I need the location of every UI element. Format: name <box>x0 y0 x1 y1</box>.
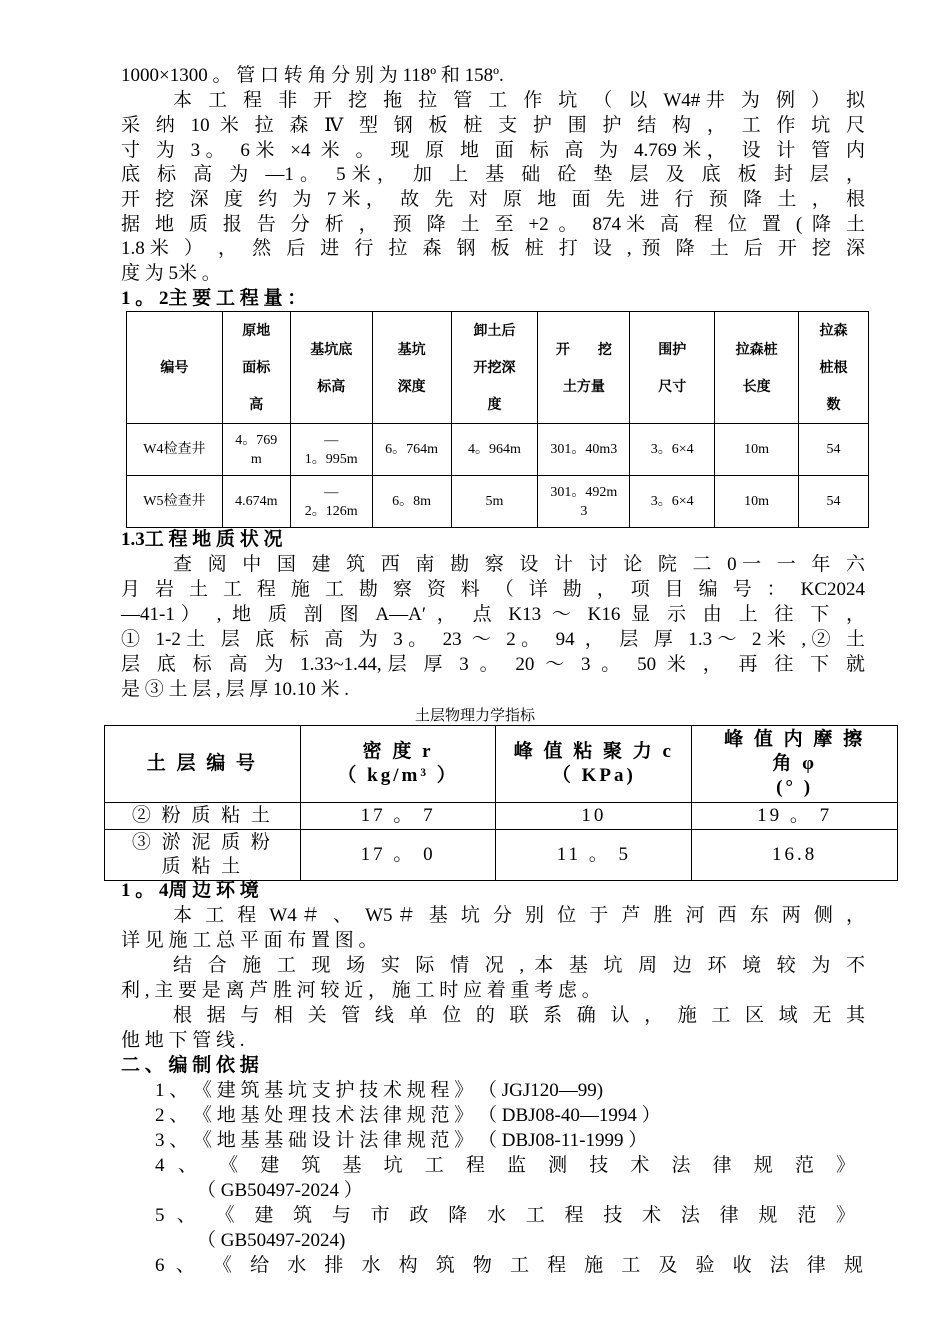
reference-item: 2 、 《 地 基 处 理 技 术 法 律 规 范 》 （ DBJ08-40—1994 ） <box>155 1105 661 1126</box>
table-cell <box>105 803 301 830</box>
table-cell <box>692 803 898 830</box>
cell-text: 峰 值 粘 聚 力 c <box>513 741 674 762</box>
cell-text: 开 挖 <box>555 340 612 357</box>
table-header-row <box>105 726 898 803</box>
paragraph-line: —41-1） , 地 质 剖 图 A—A′ ， 点 K13 ～ K16 显 示 由 上 往 下 ， <box>121 604 865 625</box>
paragraph-line: 月 岩 土 工 程 施 工 勘 察 资 料 （ 详 勘 ， 项 目 编 号 ： KC2024 <box>121 579 865 600</box>
paragraph-line: 他 地 下 管 线 . <box>121 1030 245 1051</box>
column-header <box>105 726 301 803</box>
table-cell <box>290 476 372 528</box>
reference-item: 5 、 《 建 筑 与 市 政 降 水 工 程 技 术 法 律 规 范 》 <box>155 1205 855 1226</box>
table-cell <box>300 803 496 830</box>
paragraph-line: 底 标 高 为 —1。 5米， 加 上 基 础 砼 垫 层 及 底 板 封 层 ， <box>121 164 865 185</box>
table-header-row <box>127 312 869 424</box>
table-cell <box>538 424 630 476</box>
cell-text: 土方量 <box>562 377 605 394</box>
table-cell <box>692 830 898 881</box>
reference-item: 3 、 《 地 基 基 础 设 计 法 律 规 范 》 （ DBJ08-11-1999 ） <box>155 1130 648 1151</box>
cell-text: 拉森桩 <box>735 340 778 357</box>
cell-text: 编号 <box>160 359 189 375</box>
cell-text: 基坑底 <box>310 340 353 357</box>
cell-text: W5检查井 <box>143 494 206 509</box>
cell-text: 10m <box>744 442 770 457</box>
table-cell <box>290 424 372 476</box>
cell-text: 54 <box>826 442 841 457</box>
column-header <box>715 312 799 424</box>
cell-text: 54 <box>826 494 841 509</box>
table-cell <box>372 424 451 476</box>
cell-text: 角 φ <box>772 753 817 774</box>
section-heading: 二 、 编 制 依 据 <box>121 1055 259 1076</box>
column-header <box>451 312 538 424</box>
table-cell <box>127 476 223 528</box>
column-header <box>290 312 372 424</box>
paragraph-line: 开 挖 深 度 约 为 7米， 故 先 对 原 地 面 先 进 行 预 降 土 ， 根 <box>121 189 865 210</box>
quantities-table <box>126 311 869 528</box>
paragraph-line: 寸 为 3。 6米 ×4 米 。 现 原 地 面 标 高 为 4.769米， 设 计 管 内 <box>121 140 865 161</box>
cell-text: 原地 <box>242 322 271 338</box>
column-header <box>127 312 223 424</box>
reference-item: 1 、 《 建 筑 基 坑 支 护 技 术 规 程 》 （ JGJ120—99) <box>155 1080 604 1101</box>
column-header <box>538 312 630 424</box>
cell-text: W4检查井 <box>143 442 206 457</box>
cell-text: 基坑 <box>397 340 426 357</box>
table-cell <box>222 424 290 476</box>
cell-text: （ KPa) <box>551 765 636 786</box>
cell-text: 301。40m3 <box>550 442 618 457</box>
cell-text: 16.8 <box>771 844 818 865</box>
paragraph-line: 结 合 施 工 现 场 实 际 情 况 , 本 基 坑 周 边 环 境 较 为 不 <box>173 955 865 976</box>
cell-text: 6。764m <box>385 442 439 457</box>
paragraph-line: 根 据 与 相 关 管 线 单 位 的 联 系 确 认 ， 施 工 区 域 无 其 <box>173 1005 865 1026</box>
cell-text: 1。995m <box>304 451 358 467</box>
cell-text: 标高 <box>317 377 346 394</box>
paragraph-line: 据 地 质 报 告 分 析 ， 预 降 土 至 +2 。 874米 高 程 位 置 ( 降 土 <box>121 214 865 235</box>
cell-text: 数 <box>826 396 841 412</box>
cell-text: 10 <box>581 805 607 826</box>
cell-text: 3 <box>580 503 588 519</box>
cell-text: 5m <box>485 494 504 509</box>
table-row <box>127 476 869 528</box>
column-header <box>372 312 451 424</box>
cell-text: 深度 <box>397 377 426 394</box>
table-cell <box>222 476 290 528</box>
paragraph-line: 详 见 施 工 总 平 面 布 置 图 。 <box>121 930 378 951</box>
cell-text: — <box>324 484 339 500</box>
column-header <box>222 312 290 424</box>
cell-text: 17 。 0 <box>360 844 436 865</box>
cell-text: 峰 值 内 摩 擦 <box>724 729 866 750</box>
reference-item: 6 、 《 给 水 排 水 构 筑 物 工 程 施 工 及 验 收 法 律 规 <box>155 1255 863 1276</box>
paragraph-line: 1.8米 ） ， 然 后 进 行 拉 森 钢 板 桩 打 设 , 预 降 土 后 开 挖 深 <box>121 238 865 259</box>
table-cell <box>496 803 692 830</box>
cell-text: 质 粘 土 <box>161 856 244 877</box>
table-cell <box>127 424 223 476</box>
cell-text: m <box>250 451 262 467</box>
column-header <box>300 726 496 803</box>
table-row <box>127 424 869 476</box>
paragraph-line: 本 工 程 非 开 挖 拖 拉 管 工 作 坑 （ 以 W4#井 为 例 ） 拟 <box>173 90 865 111</box>
paragraph-line: ① 1-2土 层 底 标 高 为 3。 23 ～ 2。 94 ， 层 厚 1.3～ 2米 ,② 土 <box>121 629 865 650</box>
column-header <box>630 312 715 424</box>
table-row <box>105 803 898 830</box>
table-cell <box>496 830 692 881</box>
soil-properties-table <box>104 725 898 881</box>
cell-text: 10m <box>744 494 770 509</box>
section-heading: 1.3工 程 地 质 状 况 <box>121 529 283 550</box>
cell-text: 密 度 r <box>362 741 434 762</box>
table-cell <box>372 476 451 528</box>
cell-text: 高 <box>249 396 264 412</box>
cell-text: 11 。 5 <box>556 844 631 865</box>
paragraph-line: 查 阅 中 国 建 筑 西 南 勘 察 设 计 讨 论 院 二 0一 一 年 六 <box>173 554 865 575</box>
column-header <box>496 726 692 803</box>
table-cell <box>715 476 799 528</box>
cell-text: 面标 <box>242 359 271 375</box>
table-cell <box>451 476 538 528</box>
column-header <box>799 312 869 424</box>
cell-text: 拉森 <box>819 322 848 338</box>
paragraph-line: 层 底 标 高 为 1.33~1.44,层 厚 3 。 20 ～ 3 。 50 米 ， 再 往 下 就 <box>121 654 865 675</box>
table-cell <box>105 830 301 881</box>
reference-item: 4 、 《 建 筑 基 坑 工 程 监 测 技 术 法 律 规 范 》 <box>155 1155 855 1176</box>
reference-item-continued: （ GB50497-2024 ） <box>197 1180 363 1201</box>
table-caption: 土层物理力学指标 <box>414 708 535 724</box>
table-cell <box>300 830 496 881</box>
cell-text: （ kg/m³ ） <box>337 765 459 786</box>
table-cell <box>451 424 538 476</box>
cell-text: 土 层 编 号 <box>146 753 258 774</box>
cell-text: 桩根 <box>819 359 848 375</box>
paragraph-line: 本 工 程 W4＃ 、 W5＃ 基 坑 分 别 位 于 芦 胜 河 西 东 两 侧 ， <box>173 905 865 926</box>
cell-text: ③ 淤 泥 质 粉 <box>131 832 273 853</box>
paragraph-line: 1000×1300 。 管 口 转 角 分 别 为 118º 和 158º. <box>121 65 504 86</box>
paragraph-line: 度 为 5米 。 <box>121 263 221 284</box>
cell-text: 4。964m <box>468 442 521 457</box>
cell-text: 3。6×4 <box>650 442 694 457</box>
section-heading: 1 。 4周 边 环 境 <box>121 880 259 901</box>
table-cell <box>799 424 869 476</box>
table-cell <box>799 476 869 528</box>
column-header <box>692 726 898 803</box>
cell-text: 301。492m <box>550 484 618 500</box>
cell-text: — <box>324 432 339 448</box>
cell-text: 6。8m <box>392 494 432 509</box>
table-cell <box>715 424 799 476</box>
cell-text: 2。126m <box>304 503 358 519</box>
table-cell <box>630 424 715 476</box>
table-cell <box>630 476 715 528</box>
paragraph-line: 利 , 主 要 是 离 芦 胜 河 较 近 ， 施 工 时 应 着 重 考 虑 。 <box>121 980 601 1001</box>
cell-text: 4。769 <box>235 432 278 448</box>
cell-text: (° ) <box>776 777 814 798</box>
section-heading: 1 。 2主 要 工 程 量 ： <box>121 288 307 309</box>
cell-text: 3。6×4 <box>650 494 694 509</box>
reference-item-continued: （ GB50497-2024) <box>197 1230 346 1251</box>
paragraph-line: 是 ③ 土 层 , 层 厚 10.10 米 . <box>121 679 350 700</box>
cell-text: 开挖深 <box>473 359 516 375</box>
cell-text: 19 。 7 <box>757 805 833 826</box>
cell-text: 长度 <box>742 377 771 394</box>
table-row <box>105 830 898 881</box>
paragraph-line: 采 纳 10 米 拉 森 Ⅳ 型 钢 板 桩 支 护 围 护 结 构 ， 工 作 坑 尺 <box>121 115 865 136</box>
cell-text: 17 。 7 <box>360 805 436 826</box>
cell-text: 4.674m <box>235 494 278 509</box>
cell-text: 度 <box>487 396 502 412</box>
table-cell <box>538 476 630 528</box>
cell-text: 围护 <box>658 340 687 357</box>
cell-text: ② 粉 质 粘 土 <box>131 805 273 826</box>
cell-text: 卸土后 <box>473 322 516 338</box>
cell-text: 尺寸 <box>658 377 687 394</box>
